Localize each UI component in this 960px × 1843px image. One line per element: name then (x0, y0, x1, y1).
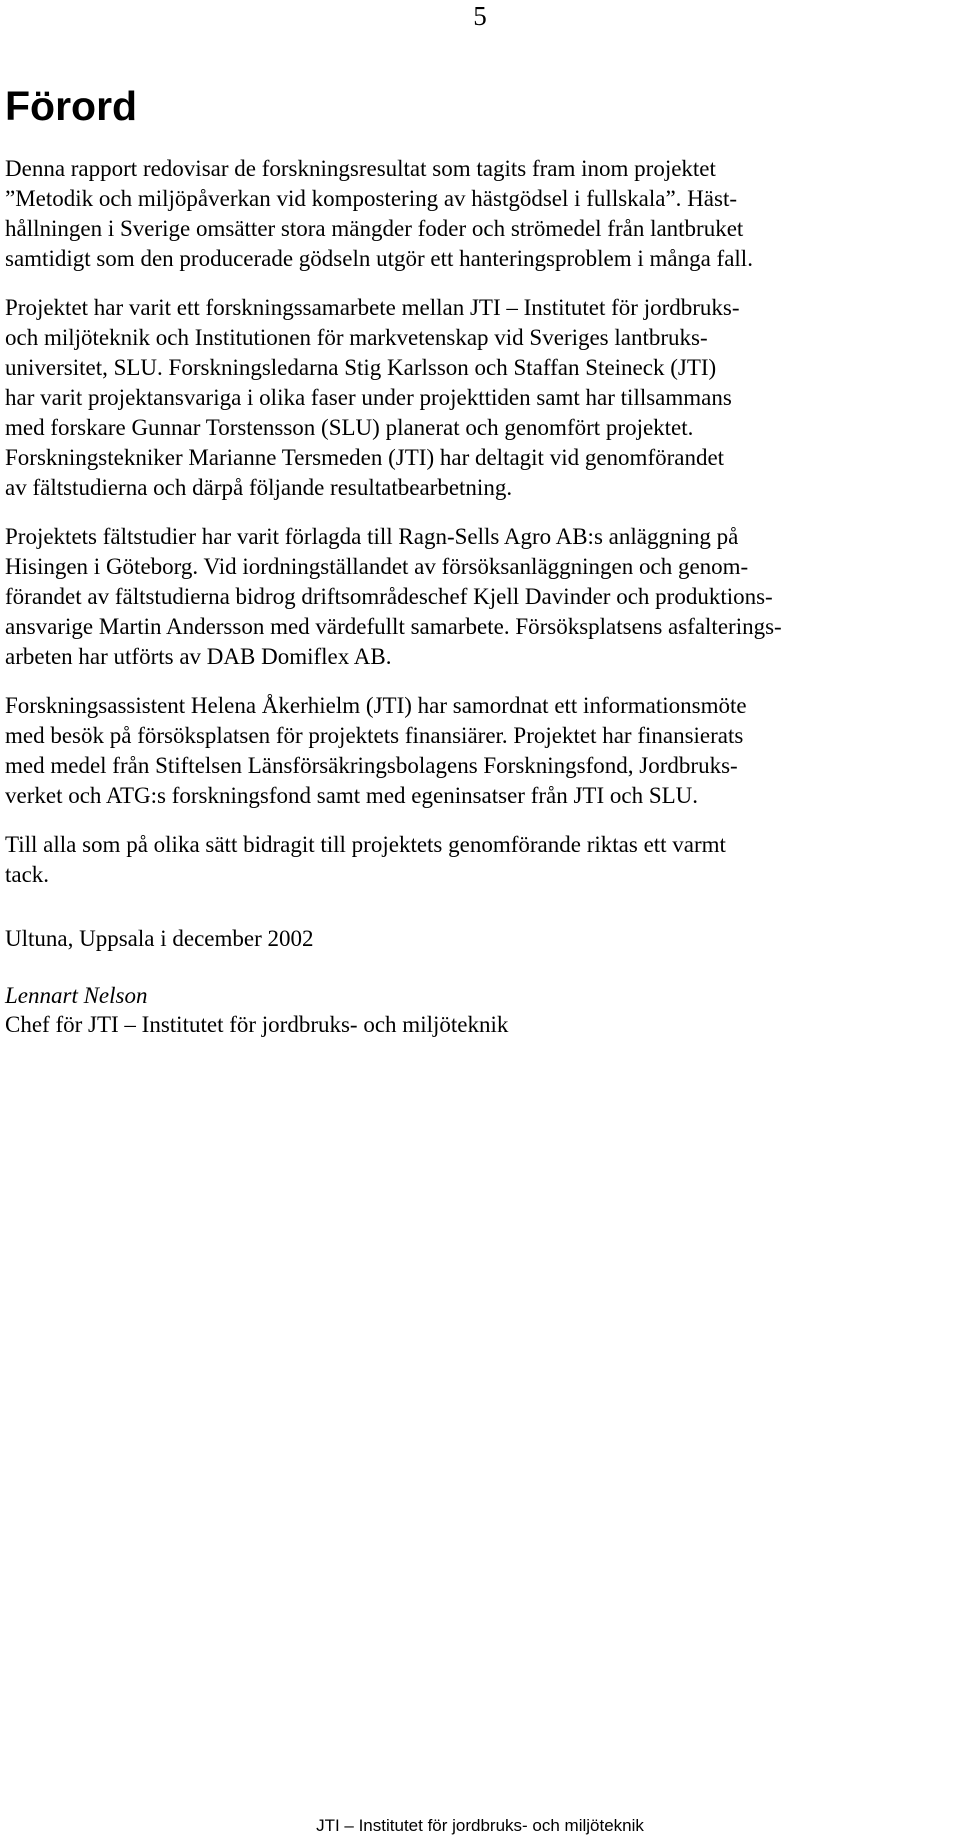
paragraph-intro: Denna rapport redovisar de forskningsresultat som tagits fram inom projektet ”Metodik och miljöpåverkan vid kompostering av hästgödsel i fullskala”. Häst- hållningen i Sverige omsätter stora mängder foder och strömedel från lantbruket samtidigt som den producerade gödseln utgör ett hanteringsproblem i många fall. (5, 156, 753, 271)
page-number (0, 0, 960, 32)
document-body (5, 82, 960, 1039)
page-number-text: 5 (473, 1, 487, 31)
signer-role: Chef för JTI – Institutet för jordbruks- och miljöteknik (5, 1012, 509, 1037)
paragraph-field-studies: Projektets fältstudier har varit förlagda till Ragn-Sells Agro AB:s anläggning på Hisingen i Göteborg. Vid iordningställandet av försöksanläggningen och genom- förandet av fältstudierna bidrog driftsområdeschef Kjell Davinder och produktions- ansvarige Martin Andersson med värdefullt samarbete. Försöksplatsens asfalterings- arbeten har utförts av DAB Domiflex AB. (5, 524, 782, 669)
paragraph-funding: Forskningsassistent Helena Åkerhielm (JTI) har samordnat ett informationsmöte med besök på försöksplatsen för projektets finansiärer. Projektet har finansierats med medel från Stiftelsen Länsförsäkringsbolagens Forskningsfond, Jordbruks- verket och ATG:s forskningsfond samt med egeninsatser från JTI och SLU. (5, 693, 747, 808)
paragraph-collaboration: Projektet har varit ett forskningssamarbete mellan JTI – Institutet för jordbruks- och miljöteknik och Institutionen för markvetenskap vid Sveriges lantbruks- universitet, SLU. Forskningsledarna Stig Karlsson och Staffan Steineck (JTI) har varit projektansvariga i olika faser under projekttiden samt har tillsammans med forskare Gunnar Torstensson (SLU) planerat och genomfört projektet. Forskningstekniker Marianne Tersmeden (JTI) har deltagit vid genomförandet av fältstudierna och därpå följande resultatbearbetning. (5, 295, 740, 500)
place-date: Ultuna, Uppsala i december 2002 (5, 926, 314, 951)
page-footer (0, 1815, 960, 1837)
page-title: Förord (5, 83, 138, 129)
footer-text: JTI – Institutet för jordbruks- och miljöteknik (316, 1816, 644, 1835)
signer-name: Lennart Nelson (5, 983, 148, 1008)
paragraph-thanks: Till alla som på olika sätt bidragit till projektets genomförande riktas ett varmt tack. (5, 832, 726, 887)
